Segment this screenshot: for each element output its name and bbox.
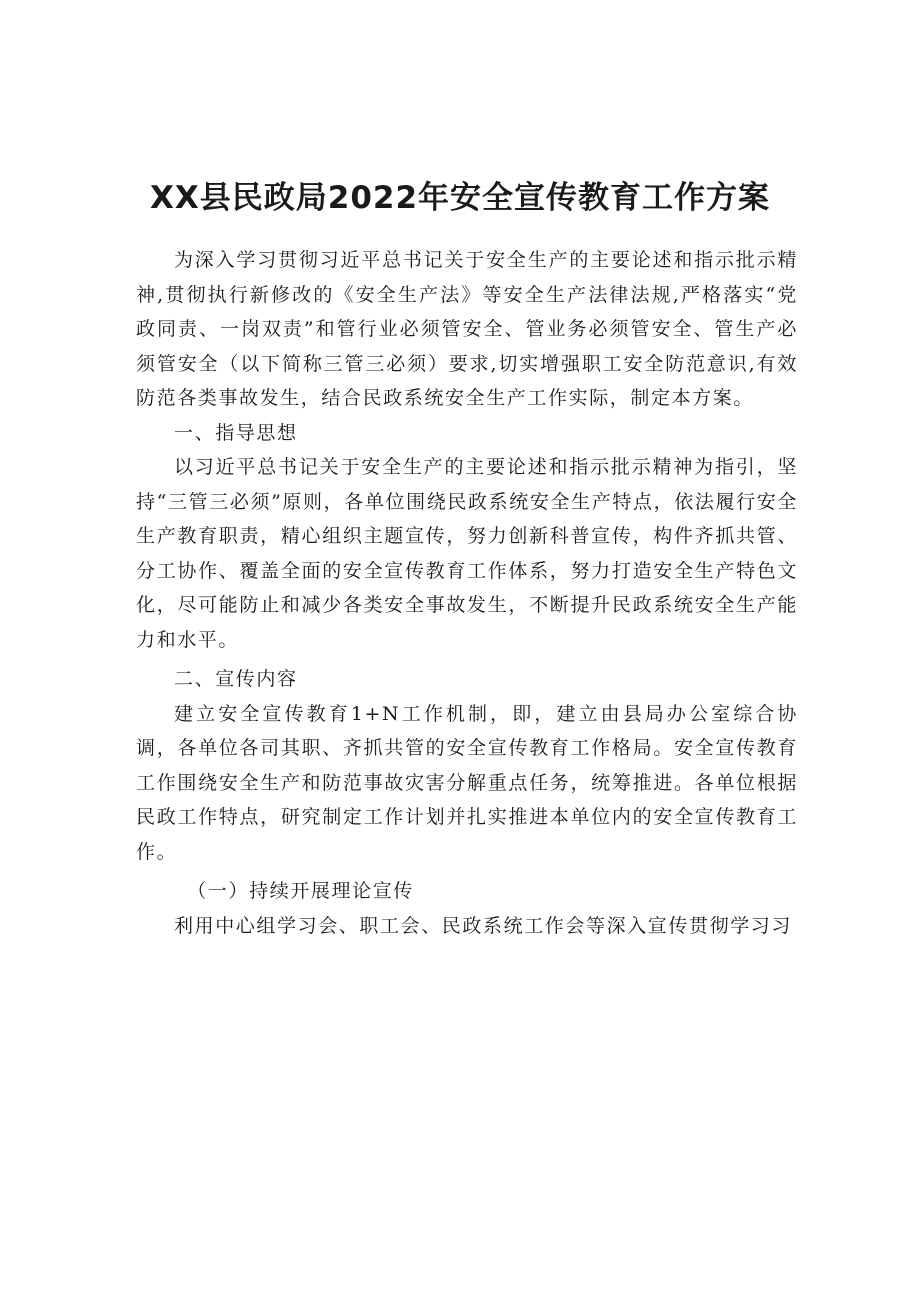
subsection-heading-theory-publicity: （一）持续开展理论宣传 (187, 880, 414, 902)
theory-publicity-paragraph: 利用中心组学习会、职工会、民政系统工作会等深入宣传贯彻学习习 (174, 914, 793, 937)
document-title: XX县民政局2022年安全宣传教育工作方案 (149, 180, 771, 216)
section-heading-publicity-content: 二、宣传内容 (174, 668, 298, 690)
intro-paragraph: 为深入学习贯彻习近平总书记关于安全生产的主要论述和指示批示精神,贯彻执行新修改的《安全生产法》等安全生产法律法规,严格落实“党政同责、一岗双责”和管行业必须管安全、管业务必须管安全、管生产必须管安全（以下简称三管三必须）要求,切实增强职工安全防范意识,有效防范各类事故发生，结合民政系统安全生产工作实际，制定本方案。 (136, 249, 798, 409)
section-heading-guiding-ideology: 一、指导思想 (174, 421, 298, 444)
publicity-content-paragraph: 建立安全宣传教育1+N工作机制，即，建立由县局办公室综合协调，各单位各司其职、齐抓共管的安全宣传教育工作格局。安全宣传教育工作围绕安全生产和防范事故灾害分解重点任务，统筹推进。各单位根据民政工作特点，研究制定工作计划并扎实推进本单位内的安全宣传教育工作。 (136, 702, 798, 863)
guiding-ideology-paragraph: 以习近平总书记关于安全生产的主要论述和指示批示精神为指引，坚持“三管三必须”原则，各单位围绕民政系统安全生产特点，依法履行安全生产教育职责，精心组织主题宣传，努力创新科普宣传，构件齐抓共管、分工协作、覆盖全面的安全宣传教育工作体系，努力打造安全生产特色文化，尽可能防止和减少各类安全事故发生，不断提升民政系统安全生产能力和水平。 (136, 456, 798, 651)
document-body (136, 243, 798, 943)
